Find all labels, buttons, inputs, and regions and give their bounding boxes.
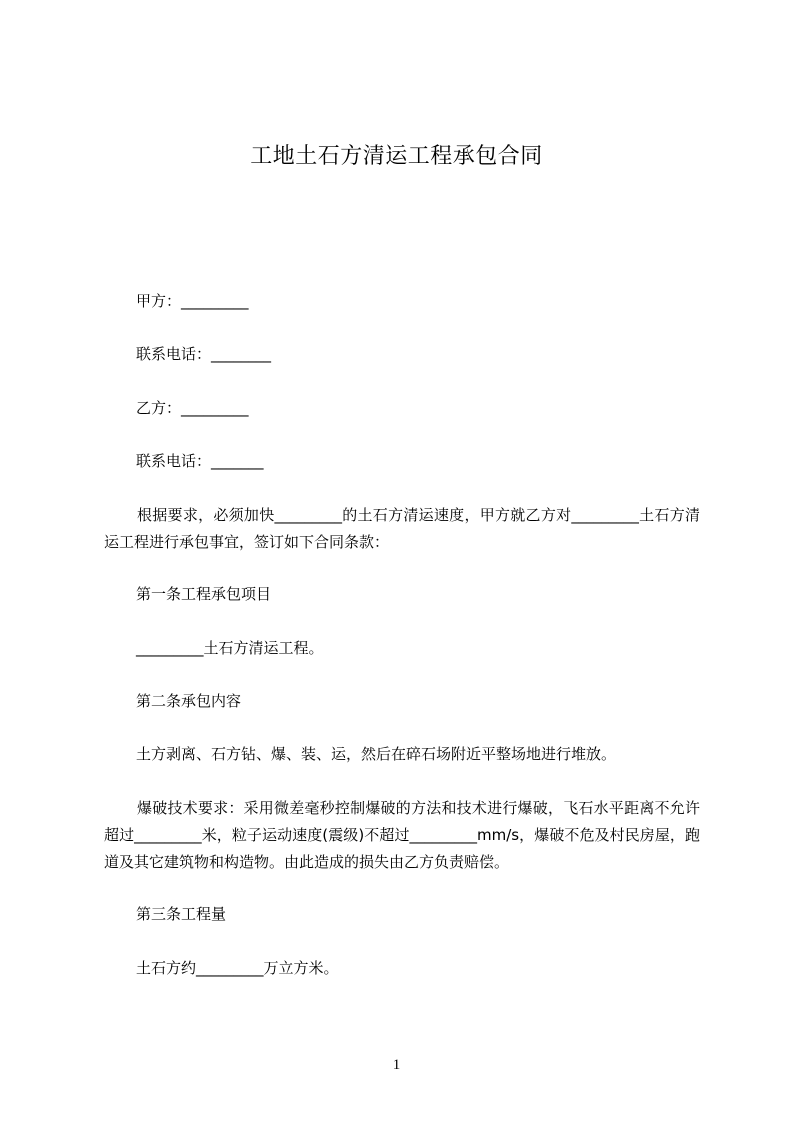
article-2-heading: 第二条承包内容 — [136, 692, 242, 710]
article-3-heading: 第三条工程量 — [136, 905, 227, 923]
intro-paragraph: 根据要求，必须加快_________的土石方清运速度，甲方就乙方对_________土石方清运工程进行承包事宜，签订如下合同条款： — [104, 506, 700, 551]
party-b-phone-line: 联系电话：_______ — [136, 452, 264, 470]
page-number: 1 — [392, 1057, 401, 1073]
article-3-body: 土石方约_________万立方米。 — [136, 959, 339, 977]
article-2-body: 土方剥离、石方钻、爆、装、运，然后在碎石场附近平整场地进行堆放。 — [136, 745, 617, 763]
party-a-phone-line: 联系电话：________ — [136, 345, 272, 363]
blasting-requirements-paragraph: 爆破技术要求：采用微差毫秒控制爆破的方法和技术进行爆破，飞石水平距离不允许超过_________米，粒子运动速度(震级)不超过_________mm/s，爆破不危及村民房屋，跑道及其它建筑物和构造物。由此造成的损失由乙方负责赔偿。 — [104, 799, 700, 871]
article-1-heading: 第一条工程承包项目 — [136, 585, 272, 603]
party-b-line: 乙方：_________ — [136, 399, 249, 417]
document-title: 工地土石方清运工程承包合同 — [250, 144, 543, 169]
article-1-body: _________土石方清运工程。 — [136, 639, 324, 657]
party-a-line: 甲方：_________ — [136, 292, 249, 310]
